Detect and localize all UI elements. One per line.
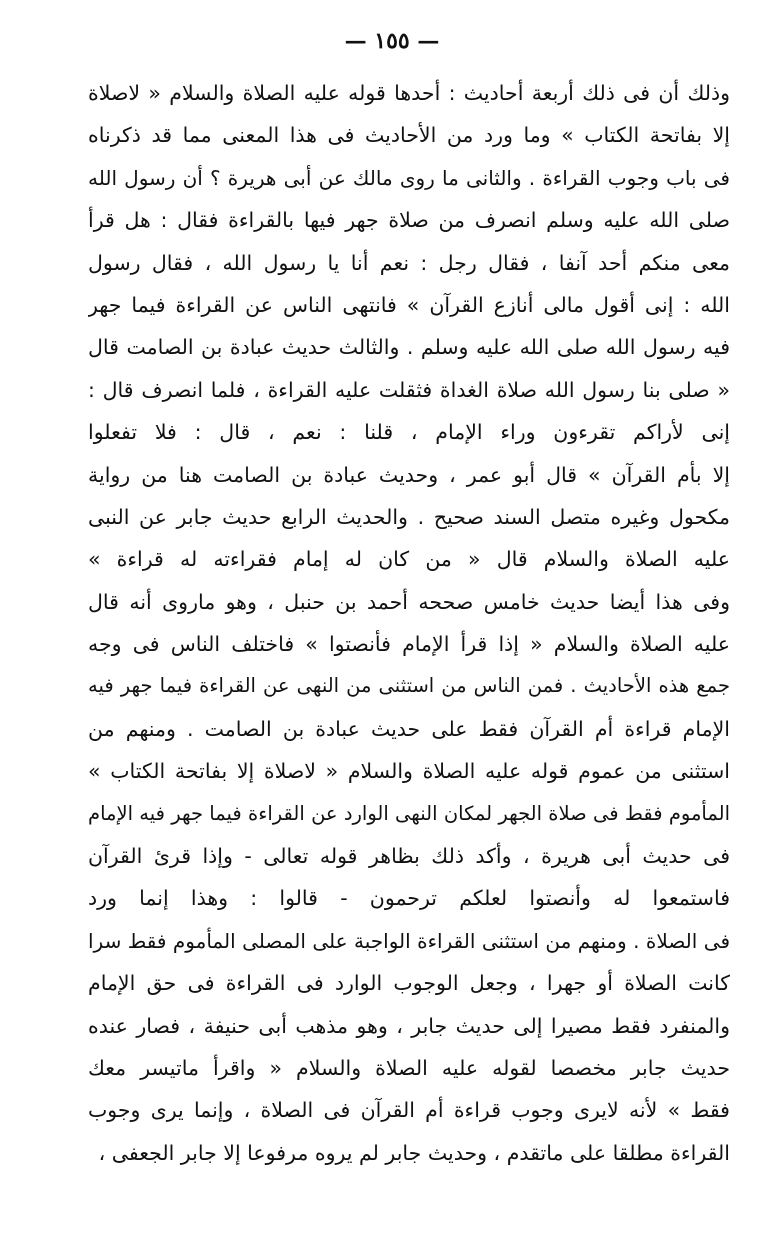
text-line: إلا بأم القرآن » قال أبو عمر ، وحديث عبادة بن الصامت هنا من رواية	[88, 462, 730, 487]
text-line: فقط » لأنه لايرى وجوب قراءة أم القرآن فى الصلاة ، وإنما يرى وجوب	[88, 1098, 730, 1123]
text-line: وذلك أن فى ذلك أربعة أحاديث : أحدها قوله عليه الصلاة والسلام « لاصلاة	[88, 81, 730, 105]
text-line: حديث جابر مخصصا لقوله عليه الصلاة والسلام « واقرأ ماتيسر معك	[88, 1055, 730, 1080]
text-line: عليه الصلاة والسلام « إذا قرأ الإمام فأنصتوا » فاختلف الناس فى وجه	[88, 632, 730, 657]
text-line: معى منكم أحد آنفا ، فقال رجل : نعم أنا يا رسول الله ، فقال رسول	[88, 250, 730, 275]
text-line: « صلى بنا رسول الله صلاة الغداة فثقلت عليه القراءة ، فلما انصرف قال :	[88, 377, 730, 402]
text-line: وفى هذا أيضا حديث خامس صححه أحمد بن حنبل ، وهو ماروى أنه قال	[88, 589, 730, 614]
text-line: فاستمعوا له وأنصتوا لعلكم ترحمون - قالوا : وهذا إنما ورد	[88, 886, 730, 911]
text-line: والمنفرد فقط مصيرا إلى حديث جابر ، وهو مذهب أبى حنيفة ، فصار عنده	[88, 1013, 730, 1038]
text-line: كانت الصلاة أو جهرا ، وجعل الوجوب الوارد فى القراءة فى حق الإمام	[88, 971, 730, 996]
body-text	[88, 72, 730, 1174]
text-line: إنى لأراكم تقرءون وراء الإمام ، قلنا : نعم ، قال : فلا تفعلوا	[88, 420, 730, 445]
text-line: مكحول وغيره متصل السند صحيح . والحديث الرابع حديث جابر عن النبى	[88, 504, 730, 529]
text-line: فى الصلاة . ومنهم من استثنى القراءة الواجبة على المصلى المأموم فقط سرا	[88, 928, 730, 953]
text-line: عليه الصلاة والسلام قال « من كان له إمام فقراءته له قراءة »	[88, 547, 730, 572]
text-line: فى حديث أبى هريرة ، وأكد ذلك بظاهر قوله تعالى - وإذا قرئ القرآن	[88, 844, 730, 869]
text-line: فى باب وجوب القراءة . والثانى ما روى مالك عن أبى هريرة ؟ أن رسول الله	[88, 165, 730, 190]
text-line: استثنى من عموم قوله عليه الصلاة والسلام « لاصلاة إلا بفاتحة الكتاب »	[88, 759, 730, 784]
text-line: فيه رسول الله صلى الله عليه وسلم . والثالث حديث عبادة بن الصامت قال	[88, 335, 730, 360]
page-number: — ١٥٥ —	[344, 28, 440, 54]
text-line: الإمام قراءة أم القرآن فقط على حديث عبادة بن الصامت . ومنهم من	[88, 716, 730, 741]
text-line: صلى الله عليه وسلم انصرف من صلاة جهر فيها بالقراءة فقال : هل قرأ	[88, 208, 730, 233]
text-line: الله : إنى أقول مالى أنازع القرآن » فانتهى الناس عن القراءة فيما جهر	[88, 292, 730, 317]
text-line: إلا بفاتحة الكتاب » وما ورد من الأحاديث فى هذا المعنى مما قد ذكرناه	[88, 123, 730, 148]
text-line: جمع هذه الأحاديث . فمن الناس من استثنى من النهى عن القراءة فيما جهر فيه	[88, 674, 730, 698]
text-line: القراءة مطلقا على ماتقدم ، وحديث جابر لم يروه مرفوعا إلا جابر الجعفى ،	[98, 1140, 730, 1165]
text-line: المأموم فقط فى صلاة الجهر لمكان النهى الوارد عن القراءة فيما جهر فيه الإمام	[88, 801, 730, 825]
